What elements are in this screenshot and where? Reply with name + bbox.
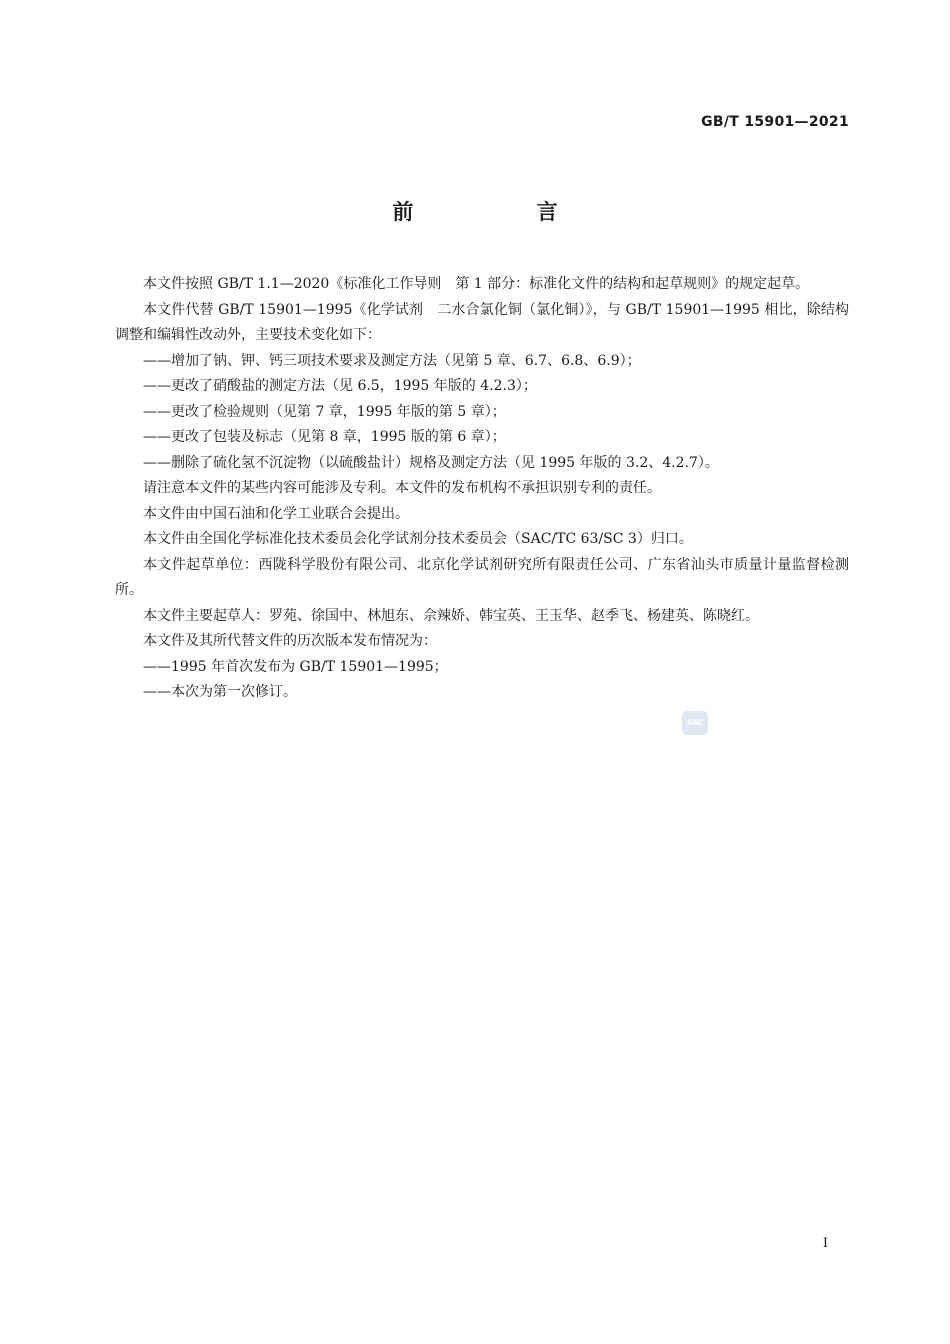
foreword-body bbox=[115, 272, 849, 706]
sac-watermark-logo: SAC bbox=[682, 711, 708, 735]
paragraph-drafters: 本文件主要起草人：罗苑、徐国中、林旭东、佘辣娇、韩宝英、王玉华、赵季飞、杨建英、陈晓红。 bbox=[143, 607, 759, 624]
paragraph-version-history: 本文件及其所代替文件的历次版本发布情况为： bbox=[143, 633, 437, 649]
paragraph-drafting-rules: 本文件按照 GB/T 1.1—2020《标准化工作导则 第 1 部分：标准化文件的结构和起草规则》的规定起草。 bbox=[143, 276, 810, 292]
paragraph-replacement: 本文件代替 GB/T 15901—1995《化学试剂 二水合氯化铜（氯化铜）》，与 GB/T 15901—1995 相比，除结构调整和编辑性改动外，主要技术变化如下： bbox=[115, 301, 849, 343]
paragraph-managed-by: 本文件由全国化学标准化技术委员会化学试剂分技术委员会（SAC/TC 63/SC 3）归口。 bbox=[143, 531, 693, 547]
history-item: ——1995 年首次发布为 GB/T 15901—1995； bbox=[143, 658, 448, 675]
paragraph-proposed-by: 本文件由中国石油和化学工业联合会提出。 bbox=[143, 505, 409, 522]
change-item: ——更改了检验规则（见第 7 章，1995 年版的第 5 章）； bbox=[143, 403, 506, 420]
page-title: 前 言 bbox=[392, 200, 616, 224]
document-code: GB/T 15901—2021 bbox=[701, 114, 849, 130]
change-item: ——更改了硝酸盐的测定方法（见 6.5，1995 年版的 4.2.3）； bbox=[143, 378, 537, 394]
paragraph-drafting-units: 本文件起草单位：西陇科学股份有限公司、北京化学试剂研究所有限责任公司、广东省汕头市质量计量监督检测所。 bbox=[115, 556, 849, 598]
change-item: ——更改了包装及标志（见第 8 章，1995 版的第 6 章）； bbox=[143, 429, 506, 445]
page-number: I bbox=[822, 1236, 828, 1251]
history-item: ——本次为第一次修订。 bbox=[143, 684, 297, 700]
change-item: ——增加了钠、钾、钙三项技术要求及测定方法（见第 5 章、6.7、6.8、6.9）； bbox=[143, 352, 641, 369]
paragraph-patent-notice: 请注意本文件的某些内容可能涉及专利。本文件的发布机构不承担识别专利的责任。 bbox=[143, 480, 661, 496]
change-item: ——删除了硫化氢不沉淀物（以硫酸盐计）规格及测定方法（见 1995 年版的 3.2、4.2.7）。 bbox=[143, 454, 719, 471]
